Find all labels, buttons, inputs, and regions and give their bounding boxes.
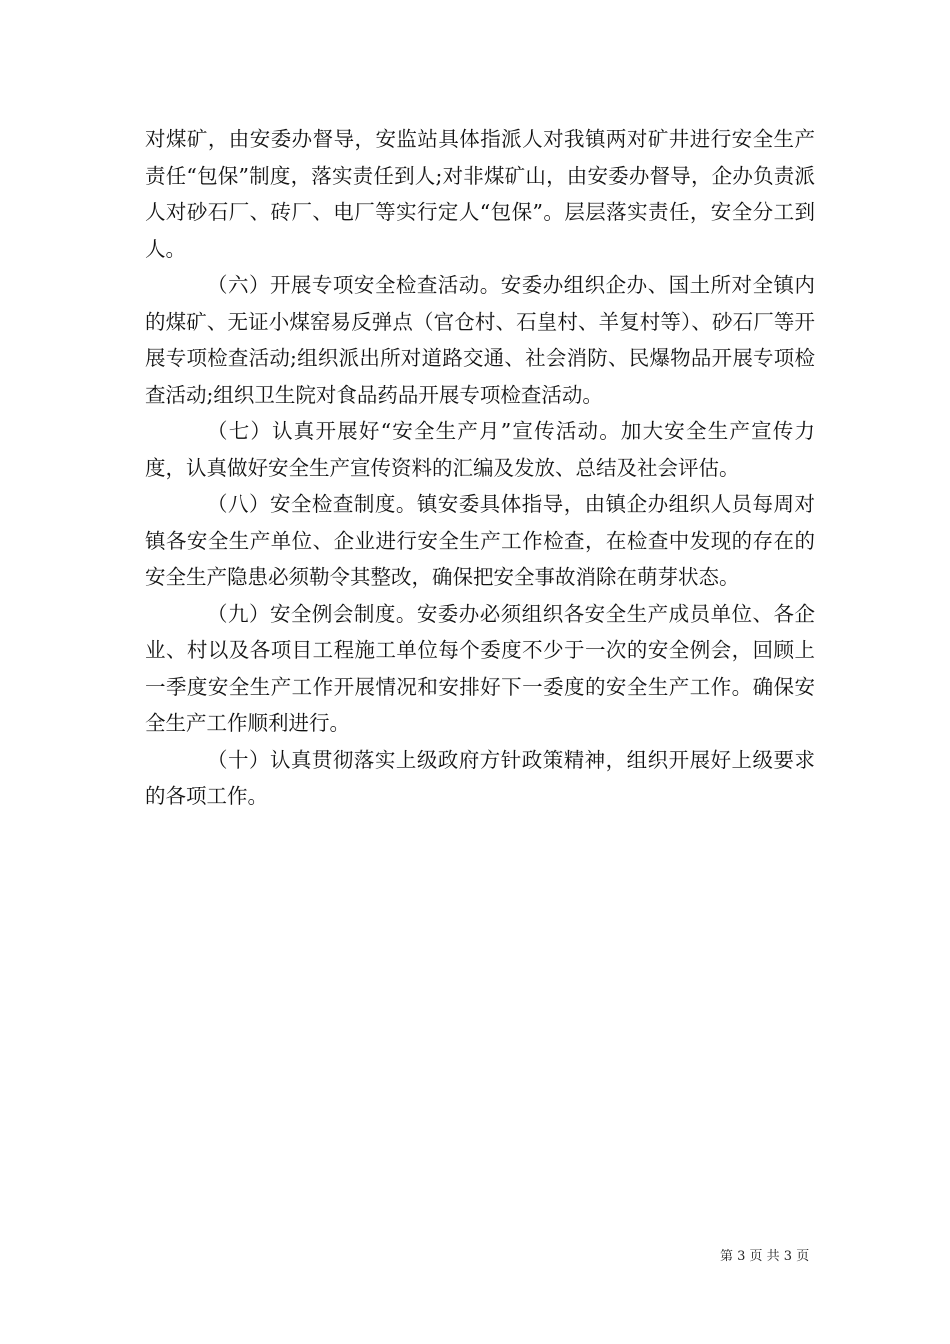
paragraph-item-6: （六）开展专项安全检查活动。安委办组织企办、国土所对全镇内的煤矿、无证小煤窑易反弹点（官仓村、石皇村、羊复村等）、砂石厂等开展专项检查活动;组织派出所对道路交通、社会消防、民爆物品开展专项检查活动;组织卫生院对食品药品开展专项检查活动。 bbox=[145, 273, 815, 407]
paragraph-item-8: （八）安全检查制度。镇安委具体指导，由镇企办组织人员每周对镇各安全生产单位、企业进行安全生产工作检查，在检查中发现的存在的安全生产隐患必须勒令其整改，确保把安全事故消除在萌芽状态。 bbox=[145, 492, 815, 589]
paragraph-item-10: （十）认真贯彻落实上级政府方针政策精神，组织开展好上级要求的各项工作。 bbox=[145, 747, 815, 808]
document-body bbox=[145, 121, 815, 815]
paragraph-item-9: （九）安全例会制度。安委办必须组织各安全生产成员单位、各企业、村以及各项目工程施工单位每个委度不少于一次的安全例会，回顾上一季度安全生产工作开展情况和安排好下一委度的安全生产工作。确保安全生产工作顺利进行。 bbox=[145, 601, 815, 735]
paragraph-item-7: （七）认真开展好“安全生产月”宣传活动。加大安全生产宣传力度，认真做好安全生产宣传资料的汇编及发放、总结及社会评估。 bbox=[145, 419, 815, 480]
paragraph-continuation: 对煤矿，由安委办督导，安监站具体指派人对我镇两对矿井进行安全生产责任“包保”制度，落实责任到人;对非煤矿山，由安委办督导，企办负责派人对砂石厂、砖厂、电厂等实行定人“包保”。层层落实责任，安全分工到人。 bbox=[145, 127, 815, 261]
page-number-footer: 第 3 页 共 3 页 bbox=[720, 1249, 810, 1264]
